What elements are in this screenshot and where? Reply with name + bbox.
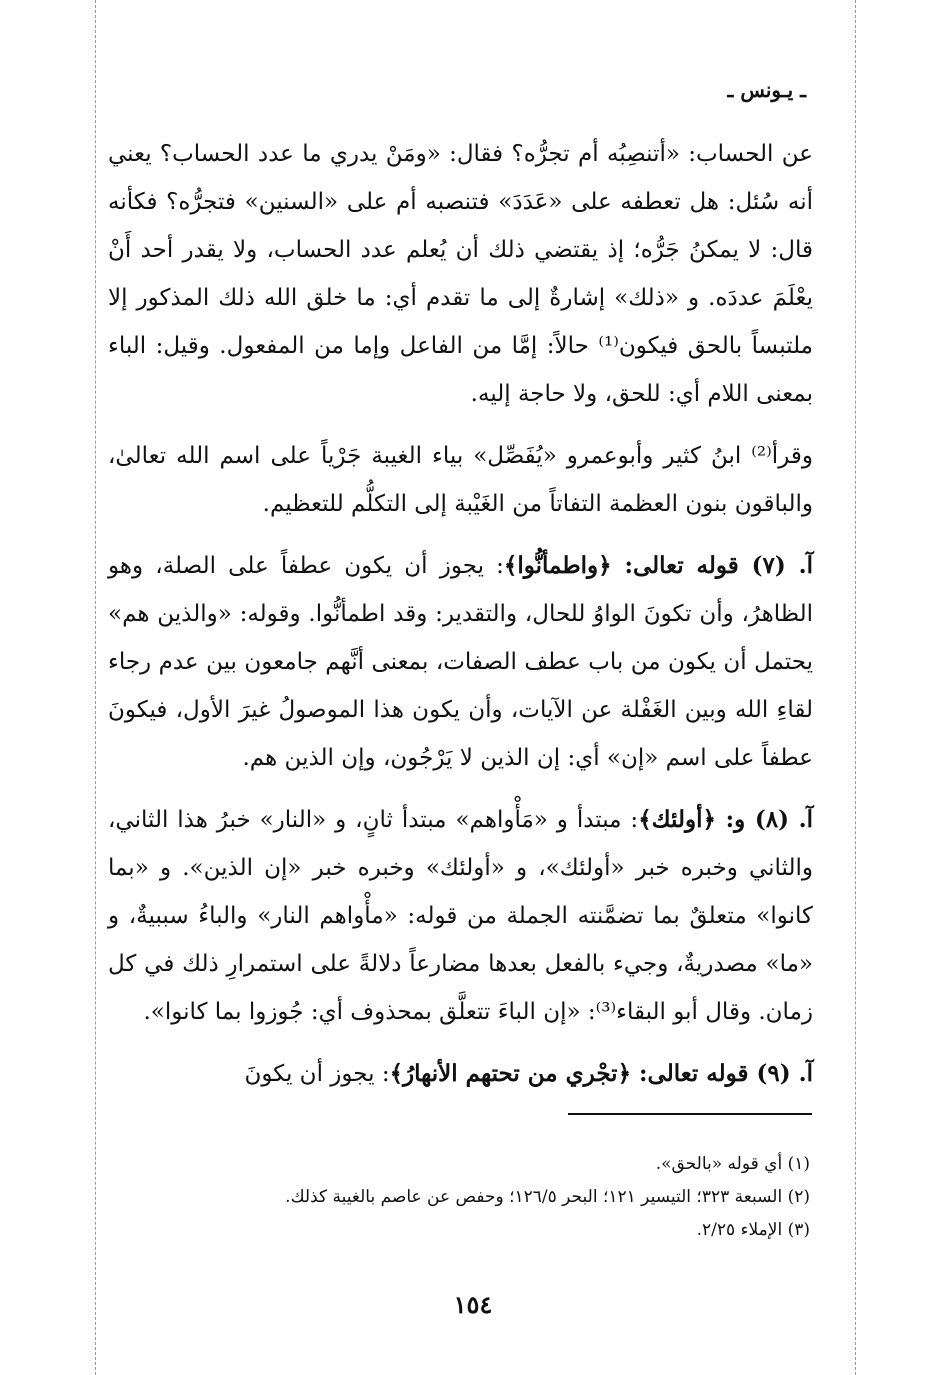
paragraph-text: عن الحساب: «أتنصِبُه أم تجرُّه؟ فقال: «ومَنْ يدري ما عدد الحساب؟ يعني أنه سُئل: هل تعطفه على «عَدَدَ» فتنصبه أم على «السنين» فتجرُّه؟ فكأنه قال: لا يمكنُ جَرُّه؛ إذ يقتضي ذلك أن يُعلم عدد الحساب، ولا يقدر أحد أَنْ يعْلَمَ عددَه. و «ذلك» إشارةٌ إلى ما تقدم أي: ما خلق الله ذلك المذكور إلا ملتبساً بالحق فيكون⁽¹⁾ حالاً: إمَّا من الفاعل وإما من المفعول. وقيل: الباء بمعنى اللام أي: للحق، ولا حاجة إليه.: [108, 141, 814, 407]
footnotes: [150, 1148, 810, 1247]
paragraph-text: : يجوز أن يكونَ: [244, 1061, 390, 1087]
running-header: ـ يـونس ـ: [727, 78, 806, 102]
verse-heading: آ. (٨) و: ﴿أولئك﴾: [638, 806, 813, 833]
paragraph-text: : مبتدأ و «مَأْواهم» مبتدأ ثانٍ، و «النار» خبرُ هذا الثاني، والثاني وخبره خبر «أولئك»، و «أولئك» وخبره خبر «إن الذين». و «بما كانوا» متعلقٌ بما تضمَّنته الجملة من قوله: «مأْواهم النار» والباءُ سببيةٌ، و «ما» مصدريةٌ، وجيء بالفعل بعدها مضارعاً دلالةً على استمرارِ ذلك في كل زمان. وقال أبو البقاء⁽³⁾: «إن الباءَ تتعلَّق بمحذوف أي: جُوزوا بما كانوا».: [108, 807, 813, 1025]
paragraph-text: وقرأ⁽²⁾ ابنُ كثير وأبوعمرو «يُفَصِّل» بياء الغيبة جَرْياً على اسم الله تعالىٰ، والباقون بنون العظمة التفاتاً من الغَيْبة إلى التكلُّم للتعظيم.: [108, 443, 813, 517]
footnote: (٣) الإملاء ٢/٢٥.: [696, 1220, 810, 1240]
page-number: ١٥٤: [453, 1290, 493, 1319]
paragraph: [108, 1050, 813, 1098]
footnote: (١) أي قوله «بالحق».: [655, 1154, 810, 1174]
paragraph: [108, 130, 813, 418]
paragraph: [108, 432, 813, 528]
scan-margin-line: [855, 0, 856, 1375]
scan-margin-line: [95, 0, 96, 1375]
paragraph-text: : يجوز أن يكون عطفاً على الصلة، وهو الظاهرُ، وأن تكونَ الواوُ للحال، والتقدير: وقد اطمأنُّوا. وقوله: «والذين هم» يحتمل أن يكون من باب عطف الصفات، بمعنى أنَّهم جامعون بين عدم رجاء لقاءِ الله وبين الغَفْلة عن الآيات، وأن يكون هذا الموصولُ غيرَ الأول، فيكونَ عطفاً على اسم «إن» أي: إن الذين لا يَرْجُون، وإن الذين هم.: [108, 553, 813, 771]
footnote: (٢) السبعة ٣٢٣؛ التيسير ١٢١؛ البحر ١٢٦/٥؛ وحفص عن عاصم بالغيبة كذلك.: [285, 1187, 810, 1207]
footnote-divider: [568, 1113, 812, 1115]
paragraph: [108, 796, 813, 1036]
paragraph: [108, 542, 813, 782]
verse-heading: آ. (٩) قوله تعالى: ﴿تجْري من تحتهم الأنهارُ﴾: [389, 1060, 813, 1087]
main-text: [108, 130, 813, 1112]
verse-heading: آ. (٧) قوله تعالى: ﴿واطمأنُّوا﴾: [503, 552, 814, 579]
